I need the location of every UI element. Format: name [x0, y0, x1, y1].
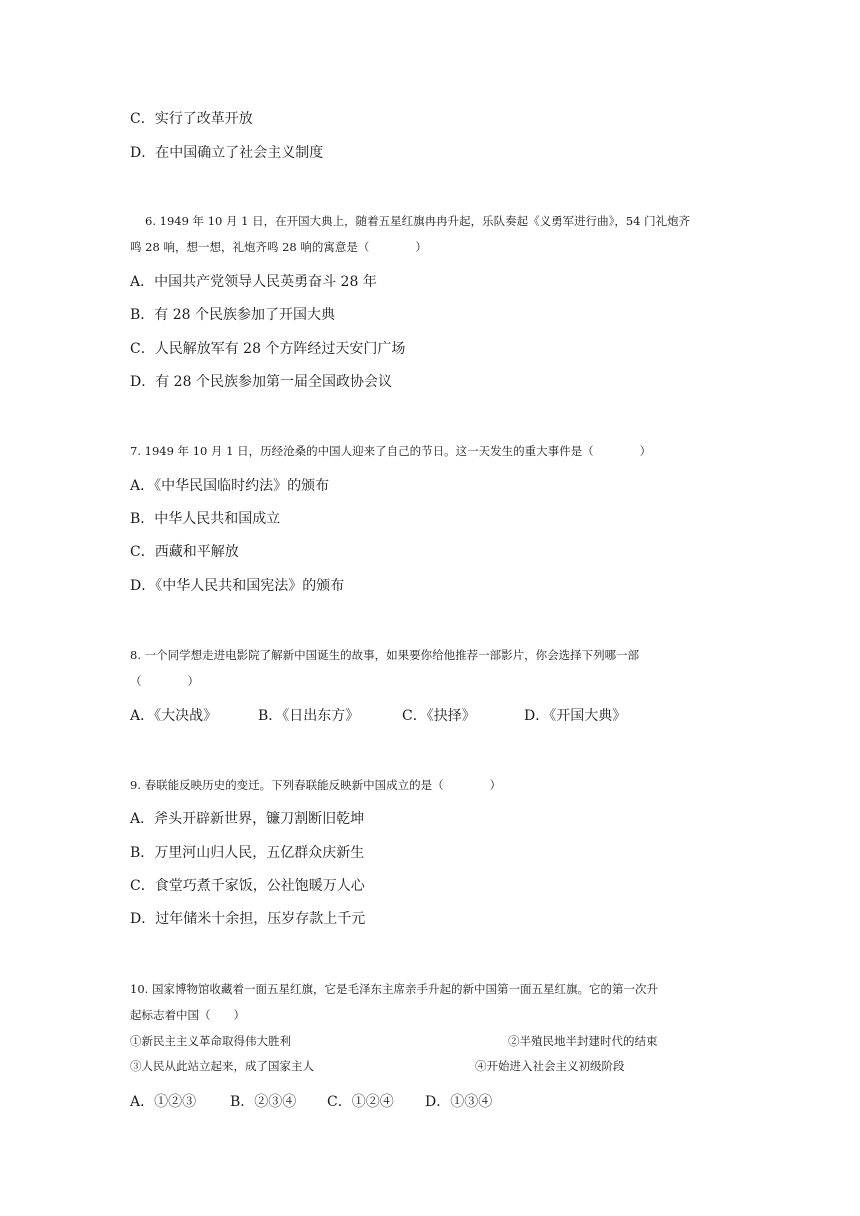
q5-option-c: C．实行了改革开放 [130, 111, 253, 127]
q6-option-a: A．中国共产党领导人民英勇奋斗 28 年 [130, 274, 377, 290]
q10-stem-line1: 10. 国家博物馆收藏着一面五星红旗，它是毛泽东主席亲手升起的新中国第一面五星红旗。它的第一次升 [130, 982, 658, 996]
q8-option-b: B．《日出东方》 [258, 708, 360, 724]
q10-option-b: B．②③④ [230, 1094, 297, 1110]
q6-stem-line1: 6. 1949 年 10 月 1 日，在开国大典上，随着五星红旗冉冉升起，乐队奏起《义勇军进行曲》，54 门礼炮齐 [145, 214, 691, 228]
q9-option-d: D．过年储米十余担，压岁存款上千元 [130, 911, 366, 927]
q6-option-b: B．有 28 个民族参加了开国大典 [130, 307, 336, 323]
q10-option-c: C．①②④ [327, 1094, 394, 1110]
q8-option-c: C．《抉择》 [402, 708, 476, 724]
q6-option-d: D．有 28 个民族参加第一届全国政协会议 [130, 374, 392, 390]
q9-option-a: A．斧头开辟新世界，镰刀割断旧乾坤 [130, 811, 365, 827]
q10-item-4: ④开始进入社会主义初级阶段 [475, 1059, 625, 1073]
q7-stem: 7. 1949 年 10 月 1 日，历经沧桑的中国人迎来了自己的节日。这一天发生的重大事件是（ ） [130, 444, 652, 458]
q9-option-c: C．食堂巧煮千家饭，公社饱暖万人心 [130, 878, 365, 894]
q6-option-c: C．人民解放军有 28 个方阵经过天安门广场 [130, 341, 406, 357]
q7-option-d: D．《中华人民共和国宪法》的颁布 [130, 578, 345, 594]
q10-item-3: ③人民从此站立起来，成了国家主人 [130, 1059, 314, 1073]
q5-option-d: D．在中国确立了社会主义制度 [130, 145, 324, 161]
q8-option-d: D．《开国大典》 [524, 708, 627, 724]
q10-option-d: D．①③④ [425, 1094, 493, 1110]
q8-stem-line1: 8. 一个同学想走进电影院了解新中国诞生的故事，如果要你给他推荐一部影片，你会选择下列哪一部 [130, 648, 640, 662]
q8-stem-line2: （ ） [130, 674, 199, 688]
q6-stem-line2: 鸣 28 响，想一想，礼炮齐鸣 28 响的寓意是（ ） [130, 240, 427, 254]
q7-option-a: A．《中华民国临时约法》的颁布 [130, 478, 330, 494]
q7-option-b: B．中华人民共和国成立 [130, 511, 281, 527]
q10-item-2: ②半殖民地半封建时代的结束 [508, 1034, 658, 1048]
q10-item-1: ①新民主主义革命取得伟大胜利 [130, 1034, 291, 1048]
q9-stem: 9. 春联能反映历史的变迁。下列春联能反映新中国成立的是（ ） [130, 778, 502, 792]
q8-option-a: A．《大决战》 [130, 708, 218, 724]
q9-option-b: B．万里河山归人民，五亿群众庆新生 [130, 845, 365, 861]
q7-option-c: C．西藏和平解放 [130, 544, 239, 560]
q10-option-a: A．①②③ [130, 1094, 197, 1110]
q10-stem-line2: 起标志着中国（ ） [130, 1008, 245, 1022]
